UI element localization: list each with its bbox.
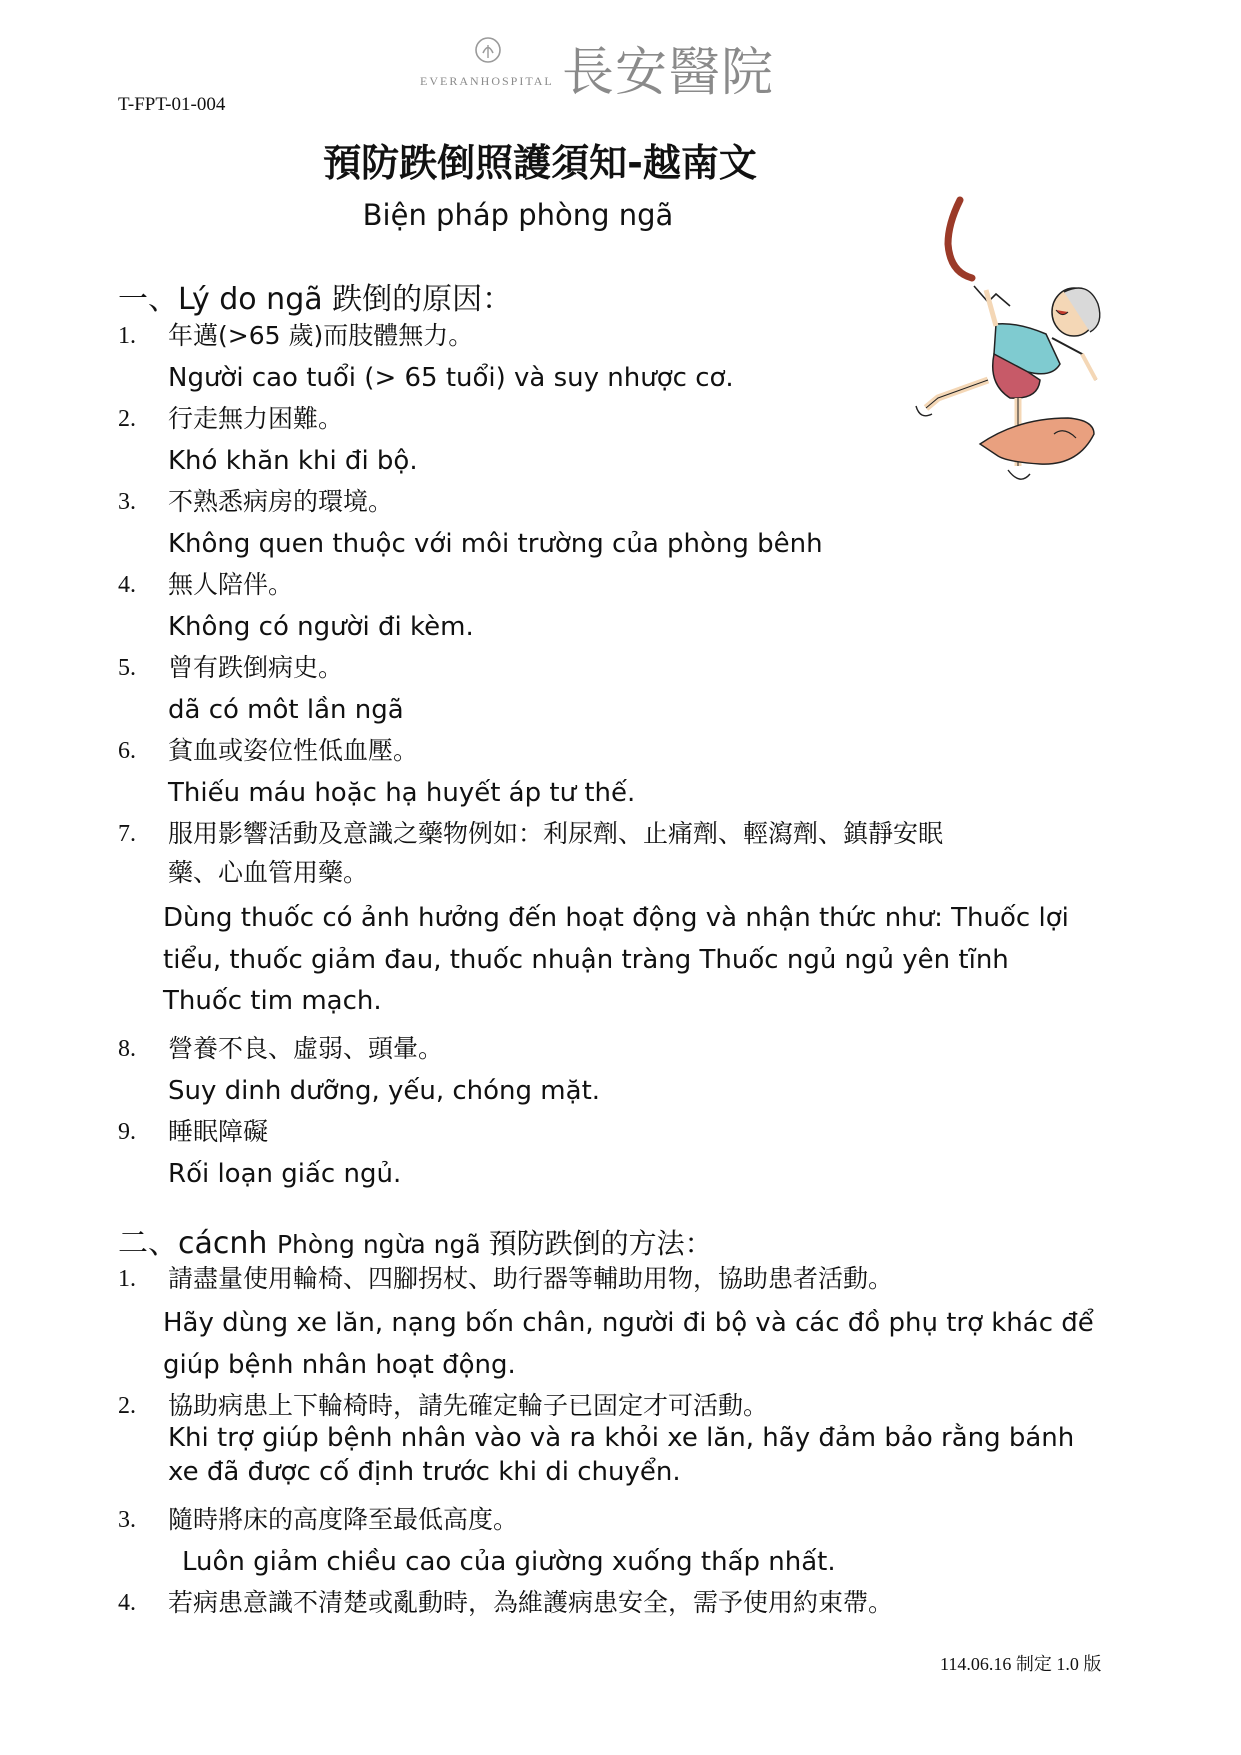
list-number: 6. [118, 738, 136, 764]
list-item-vi: Người cao tuổi (> 65 tuổi) và suy nhược cơ. [168, 363, 734, 393]
list-item-zh: 若病患意識不清楚或亂動時，為維護病患安全，需予使用約束帶。 [168, 1588, 894, 1617]
hospital-logo [420, 36, 820, 103]
logo-text-en: EVERANHOSPITAL [420, 74, 554, 88]
list-number: 2. [118, 1393, 136, 1419]
list-item-zh: 營養不良、虛弱、頭暈。 [168, 1034, 444, 1063]
list-item-zh: 隨時將床的高度降至最低高度。 [168, 1505, 519, 1534]
list-item-vi: giúp bệnh nhân hoạt động. [163, 1350, 516, 1380]
logo-text-zh: 長安醫院 [562, 43, 775, 103]
document-id: T-FPT-01-004 [118, 94, 226, 115]
list-item-zh: 不熟悉病房的環境。 [168, 487, 394, 516]
list-item-vi: Dùng thuốc có ảnh hưởng đến hoạt động và nhận thức như: Thuốc lợi [163, 903, 1069, 933]
list-item-zh: 行走無力困難。 [168, 404, 344, 433]
list-item-zh: 曾有跌倒病史。 [168, 653, 344, 682]
list-item-vi: Không quen thuộc với môi trường của phòng bênh [168, 529, 823, 559]
list-number: 4. [118, 572, 136, 598]
list-item-vi: Suy dinh dưỡng, yếu, chóng mặt. [168, 1076, 601, 1106]
section-heading-prevention [118, 1218, 713, 1262]
falling-person-illustration [868, 194, 1128, 524]
section-heading-vi-part1: cácnh [178, 1226, 277, 1261]
list-number: 1. [118, 323, 136, 349]
section-heading-causes: 一、Lý do ngã 跌倒的原因： [118, 282, 513, 317]
list-number: 3. [118, 1507, 136, 1533]
list-item-vi: Thiếu máu hoặc hạ huyết áp tư thế. [168, 778, 636, 808]
section-heading-prefix: 二、 [118, 1226, 178, 1261]
list-item-vi: Khi trợ giúp bệnh nhân vào và ra khỏi xe lăn, hãy đảm bảo rằng bánh [168, 1423, 1075, 1453]
list-item-vi: dã có môt lần ngã [168, 695, 404, 725]
list-item-vi: Luôn giảm chiều cao của giường xuống thấp nhất. [182, 1547, 836, 1577]
list-number: 8. [118, 1036, 136, 1062]
list-item-zh: 年邁(>65 歲)而肢體無力。 [168, 321, 474, 350]
list-item-vi: Thuốc tim mạch. [163, 986, 382, 1016]
list-item-zh: 貧血或姿位性低血壓。 [168, 736, 419, 765]
list-number: 3. [118, 489, 136, 515]
list-item-zh: 請盡量使用輪椅、四腳拐杖、助行器等輔助用物，協助患者活動。 [168, 1264, 894, 1293]
list-item-zh: 睡眠障礙 [168, 1117, 269, 1146]
list-number: 4. [118, 1590, 136, 1616]
list-item-vi: xe đã được cố định trước khi di chuyển. [168, 1457, 681, 1487]
list-item-vi: tiểu, thuốc giảm đau, thuốc nhuận tràng Thuốc ngủ ngủ yên tĩnh [163, 945, 1009, 975]
list-item-vi: Hãy dùng xe lăn, nạng bốn chân, người đi bộ và các đồ phụ trợ khác để [163, 1308, 1094, 1338]
list-item-zh: 無人陪伴。 [168, 570, 294, 599]
logo-emblem-icon [474, 36, 502, 66]
list-number: 7. [118, 821, 136, 847]
list-number: 9. [118, 1119, 136, 1145]
section-heading-zh: 預防跌倒的方法： [488, 1227, 713, 1260]
version-footer: 114.06.16 制定 1.0 版 [940, 1654, 1102, 1674]
section-heading-vi-part2: Phòng ngừa ngã [276, 1230, 489, 1259]
list-item-vi: Không có người đi kèm. [168, 612, 474, 642]
list-item-vi: Rối loạn giấc ngủ. [168, 1159, 402, 1189]
list-number: 2. [118, 406, 136, 432]
list-item-zh: 協助病患上下輪椅時，請先確定輪子已固定才可活動。 [168, 1391, 769, 1420]
list-item-vi: Khó khăn khi đi bộ. [168, 446, 418, 476]
page-subtitle: Biện pháp phòng ngã [362, 198, 674, 232]
list-number: 5. [118, 655, 136, 681]
list-number: 1. [118, 1266, 136, 1292]
list-item-zh: 服用影響活動及意識之藥物例如：利尿劑、止痛劑、輕瀉劑、鎮靜安眠 [168, 819, 944, 848]
page-title: 預防跌倒照護須知-越南文 [323, 141, 757, 185]
list-item-zh: 藥、心血管用藥。 [168, 858, 369, 887]
